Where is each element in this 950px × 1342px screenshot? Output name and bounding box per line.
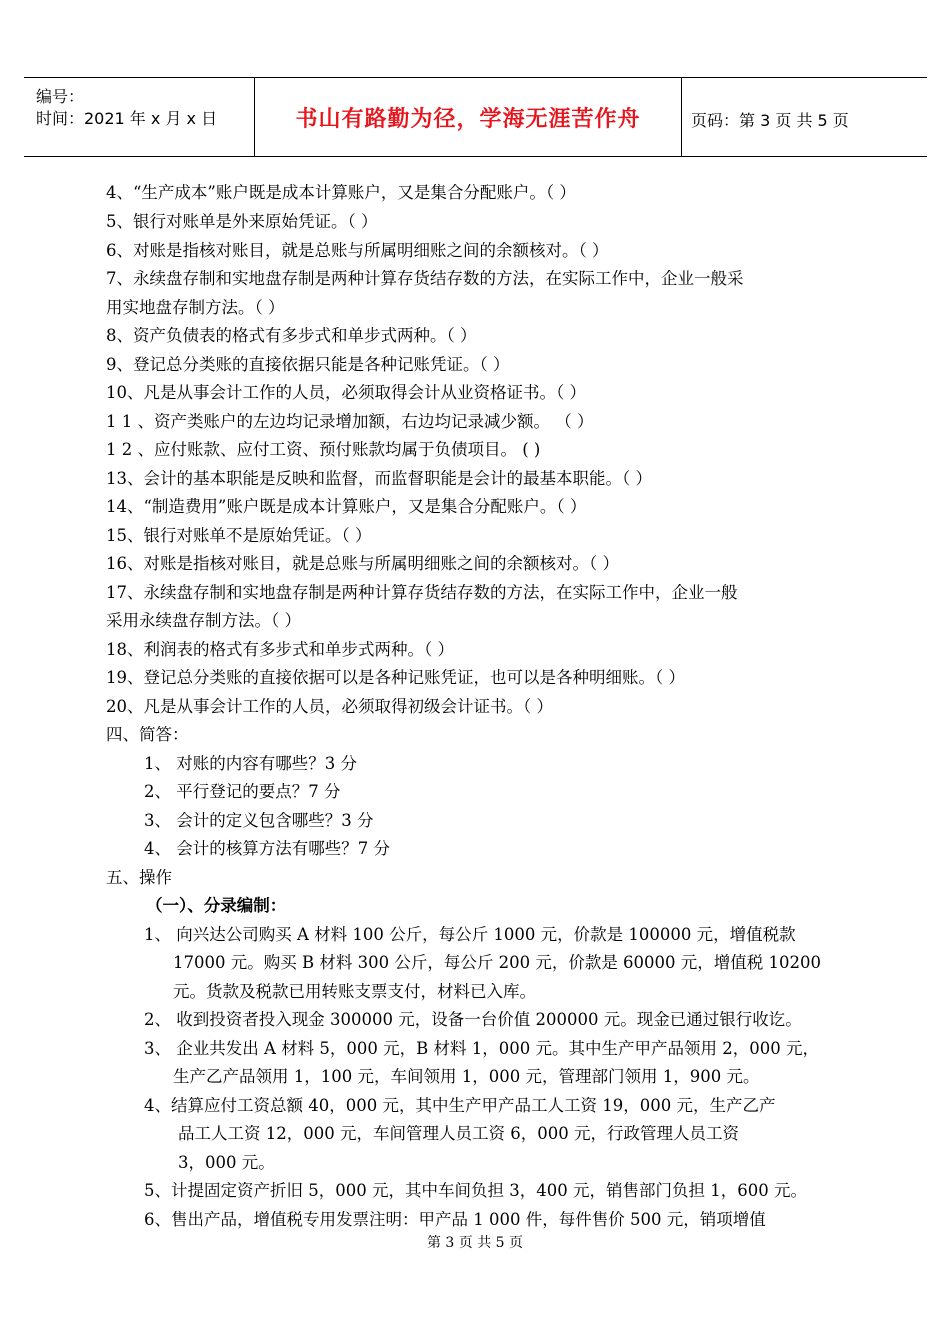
exercise-line: 3、 企业共发出 A 材料 5，000 元，B 材料 1，000 元。其中生产甲产品领用 2，000 元， — [144, 1039, 819, 1058]
exercise-line: 品工人工资 12，000 元，车间管理人员工资 6，000 元，行政管理人员工资 — [178, 1124, 739, 1143]
header-motto-cell — [254, 78, 682, 156]
judge-item: 15、银行对账单不是原始凭证。（ ） — [106, 526, 372, 545]
section-heading: 五、操作 — [106, 868, 172, 887]
header-page-cell — [681, 78, 927, 156]
judge-item: 1 2 、应付账款、应付工资、预付账款均属于负债项目。 ( ) — [106, 440, 541, 459]
subsection-heading: （一）、分录编制： — [146, 896, 287, 915]
exercise-line: 4、结算应付工资总额 40，000 元，其中生产甲产品工人工资 19，000 元，生产乙产 — [144, 1096, 776, 1115]
judge-item: 20、凡是从事会计工作的人员，必须取得初级会计证书。（ ） — [106, 697, 553, 716]
judge-item: 19、登记总分类账的直接依据可以是各种记账凭证，也可以是各种明细账。（ ） — [106, 668, 685, 687]
doc-number-label: 编号： — [36, 87, 85, 106]
judge-item: 7、永续盘存制和实地盘存制是两种计算存货结存数的方法，在实际工作中，企业一般采 — [106, 269, 744, 288]
page-footer: 第 3 页 共 5 页 — [426, 1235, 524, 1251]
judge-item: 10、凡是从事会计工作的人员，必须取得会计从业资格证书。（ ） — [106, 383, 586, 402]
exercise-line: 2、 收到投资者投入现金 300000 元，设备一台价值 200000 元。现金已通过银行收讫。 — [144, 1010, 802, 1029]
judge-item: 9、登记总分类账的直接依据只能是各种记账凭证。（ ） — [106, 355, 510, 374]
judge-item: 13、会计的基本职能是反映和监督，而监督职能是会计的最基本职能。（ ） — [106, 469, 652, 488]
judge-item: 6、对账是指核对账目，就是总账与所属明细账之间的余额核对。（ ） — [106, 241, 609, 260]
section-heading: 四、简答： — [106, 725, 189, 744]
judge-item: 16、对账是指核对账目，就是总账与所属明细账之间的余额核对。（ ） — [106, 554, 619, 573]
page-header — [24, 77, 927, 157]
short-answer-item: 3、 会计的定义包含哪些？3 分 — [144, 811, 374, 830]
motto: 书山有路勤为径，学海无涯苦作舟 — [295, 107, 641, 132]
exercise-line: 6、售出产品，增值税专用发票注明：甲产品 1 000 件，每件售价 500 元，销项增值 — [144, 1210, 766, 1229]
judge-item: 18、利润表的格式有多步式和单步式两种。（ ） — [106, 640, 454, 659]
short-answer-item: 1、 对账的内容有哪些？3 分 — [144, 754, 357, 773]
exercise-line: 17000 元。购买 B 材料 300 公斤，每公斤 200 元，价款是 60000 元，增值税 10200 — [173, 953, 822, 972]
exercise-line: 1、 向兴达公司购买 A 材料 100 公斤，每公斤 1000 元，价款是 100000 元，增值税款 — [144, 925, 796, 944]
judge-item: 4、“生产成本”账户既是成本计算账户，又是集合分配账户。（ ） — [106, 183, 576, 202]
header-info-cell — [24, 78, 254, 156]
exercise-line: 生产乙产品领用 1，100 元，车间领用 1，000 元，管理部门领用 1，900 元。 — [173, 1067, 760, 1086]
short-answer-item: 2、 平行登记的要点？7 分 — [144, 782, 341, 801]
judge-item: 采用永续盘存制方法。（ ） — [106, 611, 301, 630]
judge-item: 1 1 、资产类账户的左边均记录增加额，右边均记录减少额。 （ ） — [106, 412, 594, 431]
exercise-line: 5、计提固定资产折旧 5，000 元，其中车间负担 3，400 元，销售部门负担 1，600 元。 — [144, 1181, 807, 1200]
judge-item: 5、银行对账单是外来原始凭证。（ ） — [106, 212, 378, 231]
short-answer-item: 4、 会计的核算方法有哪些？7 分 — [144, 839, 390, 858]
judge-item: 8、资产负债表的格式有多步式和单步式两种。（ ） — [106, 326, 477, 345]
page-number-label: 页码：第 3 页 共 5 页 — [691, 111, 849, 130]
judge-item: 17、永续盘存制和实地盘存制是两种计算存货结存数的方法，在实际工作中，企业一般 — [106, 583, 738, 602]
exercise-line: 元。货款及税款已用转账支票支付，材料已入库。 — [173, 982, 536, 1001]
doc-date-label: 时间：2021 年 x 月 x 日 — [36, 109, 218, 128]
judge-item: 14、“制造费用”账户既是成本计算账户，又是集合分配账户。（ ） — [106, 497, 587, 516]
judge-item: 用实地盘存制方法。（ ） — [106, 298, 285, 317]
exercise-line: 3，000 元。 — [178, 1153, 275, 1172]
